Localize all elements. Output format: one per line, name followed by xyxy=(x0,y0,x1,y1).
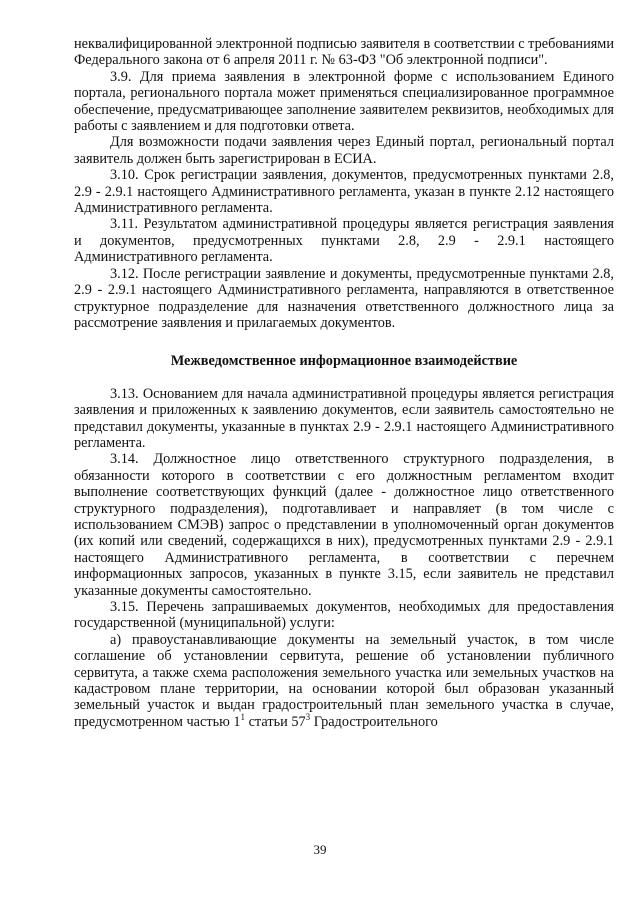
paragraph-3-13: 3.13. Основанием для начала административной процедуры является регистрация заявления и приложенных к заявлению документов, если заявитель самостоятельно не представил документы, указанные в пунктах 2.9 - 2.9.1 настоящего Административного регламента. xyxy=(74,385,614,451)
paragraph-3-9: 3.9. Для приема заявления в электронной форме с использованием Единого портала, регионального портала может применяться специализированное программное обеспечение, предусматривающее заполнение заявителем реквизитов, необходимых для работы с заявлением и для подготовки ответа. xyxy=(74,68,614,135)
paragraph-3-10: 3.10. Срок регистрации заявления, документов, предусмотренных пунктами 2.8, 2.9 - 2.9.1 настоящего Административного регламента, указан в пункте 2.12 настоящего Административного регламента. xyxy=(74,167,614,217)
paragraph-item-a xyxy=(74,632,614,730)
superscript-1: 1 xyxy=(240,712,246,723)
item-a-text-3: Градостроительного xyxy=(310,713,438,730)
paragraph-3-12: 3.12. После регистрации заявление и документы, предусмотренные пунктами 2.8, 2.9 - 2.9.1 настоящего Административного регламента, направляются в ответственное структурное подразделение для назначения ответственного должностного лица за рассмотрение заявления и прилагаемых документов. xyxy=(74,265,614,331)
section-heading: Межведомственное информационное взаимодействие xyxy=(170,353,518,370)
superscript-3: 3 xyxy=(305,712,311,723)
paragraph-3-15: 3.15. Перечень запрашиваемых документов, необходимых для предоставления государственной (муниципальной) услуги: xyxy=(74,599,614,632)
paragraph-3-14: 3.14. Должностное лицо ответственного структурного подразделения, в обязанности которого в соответствии с его должностным регламентом входит выполнение соответствующих функций (далее - должностное лицо ответственного структурного подразделения), подготавливает и направляет (в том числе с использованием СМЭВ) запрос о представлении в уполномоченный орган документов (их копий или сведений, содержащихся в них), предусмотренных пунктами 2.9 - 2.9.1 настоящего Административного регламента, в соответствии с перечнем информационных запросов, указанных в пункте 3.15, если заявитель не представил указанные документы самостоятельно. xyxy=(74,451,614,599)
page-number: 39 xyxy=(313,842,327,857)
item-a-text-2: статьи 57 xyxy=(245,713,306,730)
paragraph-3-11: 3.11. Результатом административной процедуры является регистрация заявления и документов, предусмотренных пунктами 2.8, 2.9 - 2.9.1 настоящего Административного регламента. xyxy=(74,216,614,266)
paragraph-esia: Для возможности подачи заявления через Единый портал, региональный портал заявитель должен быть зарегистрирован в ЕСИА. xyxy=(74,134,614,167)
paragraph-continuation: неквалифицированной электронной подписью заявителя в соответствии с требованиями Федерального закона от 6 апреля 2011 г. № 63-ФЗ "Об электронной подписи". xyxy=(74,36,614,69)
item-a-text-1: а) правоустанавливающие документы на земельный участок, в том числе соглашение об установлении сервитута, решение об установлении публичного сервитута, а также схема расположения земельного участка или земельных участков на кадастровом плане территории, на основании которой был образован указанный земельный участок и выдан градостроительный план земельного участка в случае, предусмотренном частью 1 xyxy=(74,631,614,730)
document-page xyxy=(74,36,614,730)
